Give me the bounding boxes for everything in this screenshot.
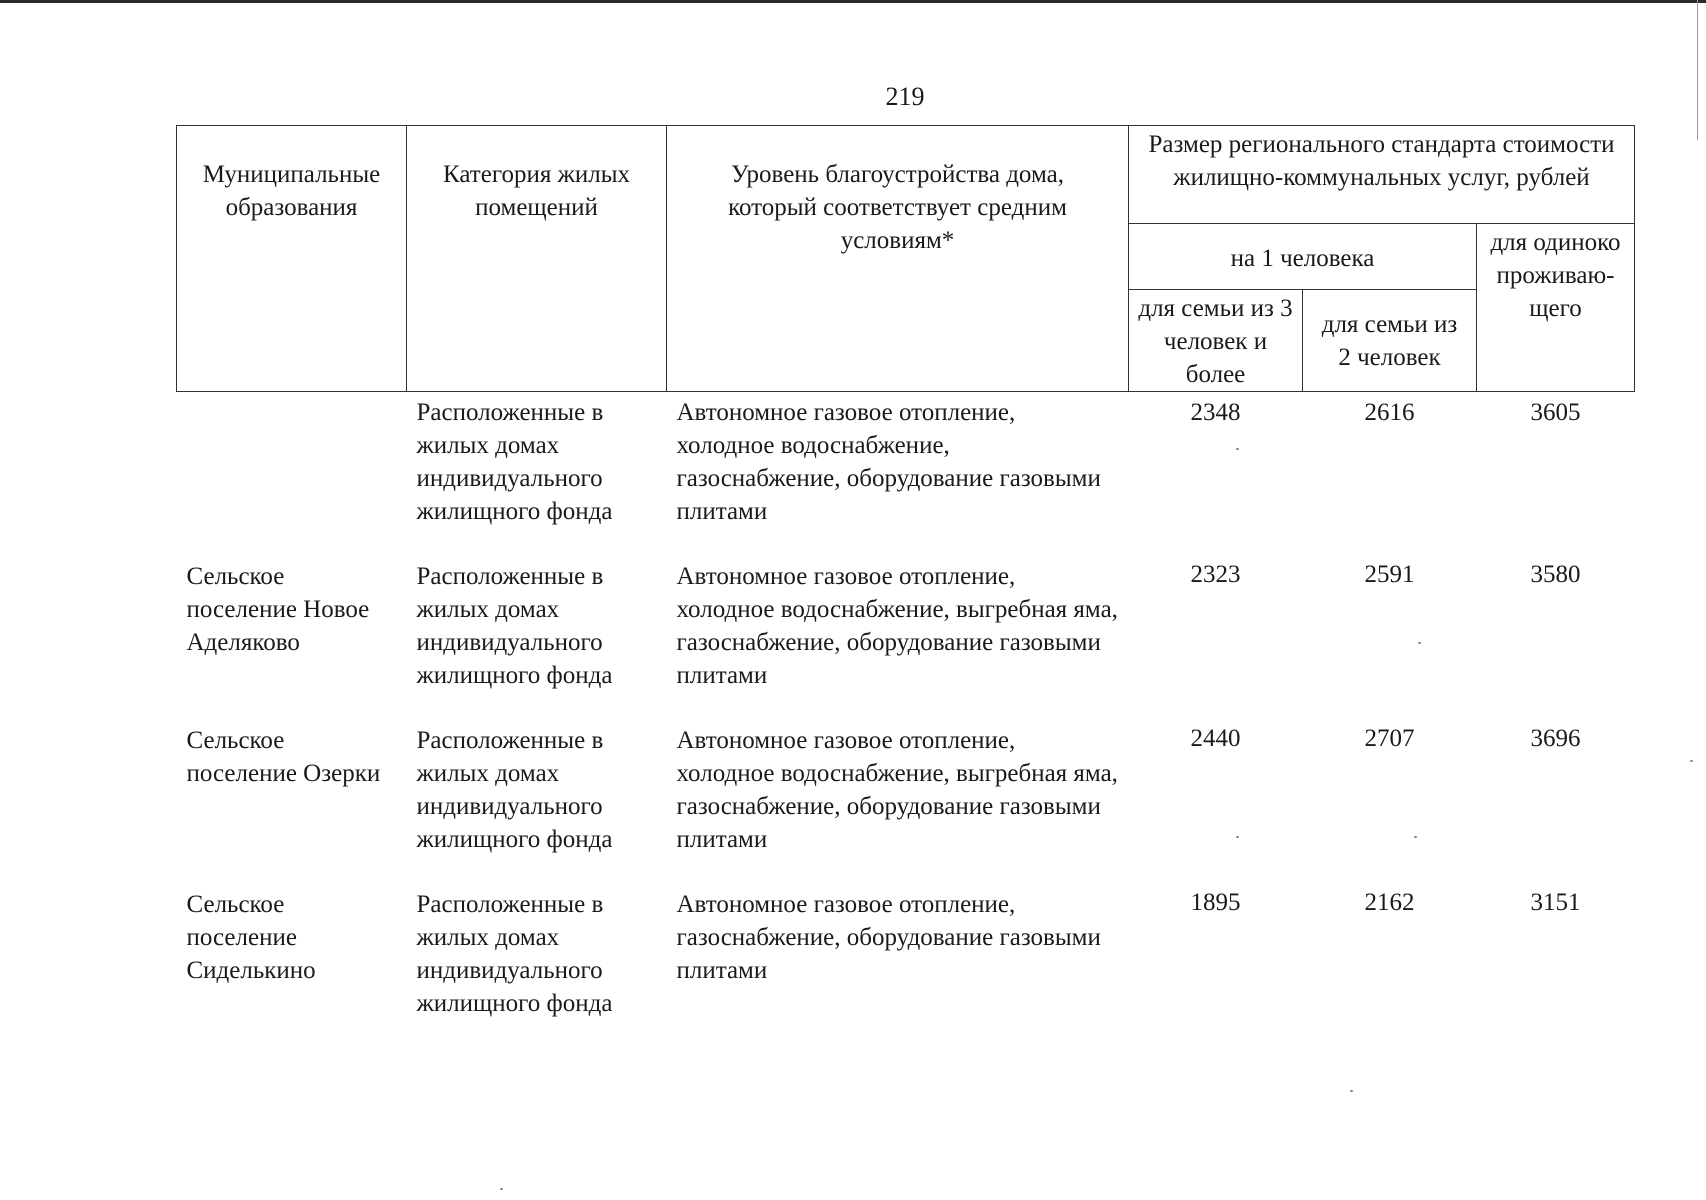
header-family-3-plus: для семьи из 3 человек и более: [1129, 290, 1303, 392]
value-family-2: 2616: [1364, 399, 1415, 426]
category-cell: Расположенные в жилых домах индивидуального жилищного фонда: [416, 891, 613, 1017]
value-family-2: 2707: [1364, 725, 1415, 752]
municipality-cell: [177, 392, 407, 559]
table-row: [177, 886, 1635, 1050]
header-category: Категория жилых помещений: [407, 126, 667, 392]
category-cell: Расположенные в жилых домах индивидуального жилищного фонда: [416, 399, 613, 525]
header-per-person: на 1 человека: [1129, 224, 1477, 290]
scan-speck: [1236, 448, 1239, 450]
header-standard-size: Размер регионального стандарта стоимости жилищно-коммунальных услуг, рублей: [1129, 126, 1635, 224]
amenity-cell: Автономное газовое отопление, холодное водоснабжение, выгребная яма, газоснабжение, оборудование газовыми плитами: [676, 727, 1118, 853]
municipality-cell: Сельское поселение Новое Аделяково: [186, 563, 370, 656]
scan-speck: [500, 1188, 503, 1190]
value-family-2: 2591: [1364, 561, 1415, 588]
table-row: [177, 392, 1635, 559]
table-row: [177, 722, 1635, 886]
value-single: 3151: [1530, 889, 1581, 916]
amenity-cell: Автономное газовое отопление, газоснабжение, оборудование газовыми плитами: [676, 891, 1101, 984]
value-family-3-plus: 2348: [1190, 399, 1241, 426]
amenity-cell: Автономное газовое отопление, холодное водоснабжение, выгребная яма, газоснабжение, оборудование газовыми плитами: [676, 563, 1118, 689]
value-single: 3605: [1530, 399, 1581, 426]
value-single: 3580: [1530, 561, 1581, 588]
value-family-3-plus: 2323: [1190, 561, 1241, 588]
header-family-2: для семьи из 2 человек: [1303, 290, 1477, 392]
value-family-3-plus: 1895: [1190, 889, 1241, 916]
amenity-cell: Автономное газовое отопление, холодное водоснабжение, газоснабжение, оборудование газовыми плитами: [676, 399, 1101, 525]
scan-speck: [1236, 836, 1239, 838]
table-row: [177, 558, 1635, 722]
page-number: 219: [885, 82, 925, 111]
value-family-3-plus: 2440: [1190, 725, 1241, 752]
municipality-cell: Сельское поселение Озерки: [186, 727, 381, 787]
right-scan-border: [1697, 0, 1698, 140]
top-scan-border: [0, 0, 1706, 3]
value-family-2: 2162: [1364, 889, 1415, 916]
scan-speck: [1690, 760, 1693, 762]
scan-speck: [1350, 1090, 1353, 1092]
header-municipalities: Муниципальные образования: [177, 126, 407, 392]
category-cell: Расположенные в жилых домах индивидуального жилищного фонда: [416, 727, 613, 853]
scan-speck: [1414, 836, 1417, 838]
tariff-table: [176, 125, 1635, 1050]
scan-speck: [1418, 642, 1421, 644]
value-single: 3696: [1530, 725, 1581, 752]
header-single-resident: для одиноко проживаю-щего: [1477, 224, 1635, 392]
category-cell: Расположенные в жилых домах индивидуального жилищного фонда: [416, 563, 613, 689]
municipality-cell: Сельское поселение Сиделькино: [186, 891, 316, 984]
header-amenity-level: Уровень благоустройства дома, который соответствует средним условиям*: [667, 126, 1129, 392]
